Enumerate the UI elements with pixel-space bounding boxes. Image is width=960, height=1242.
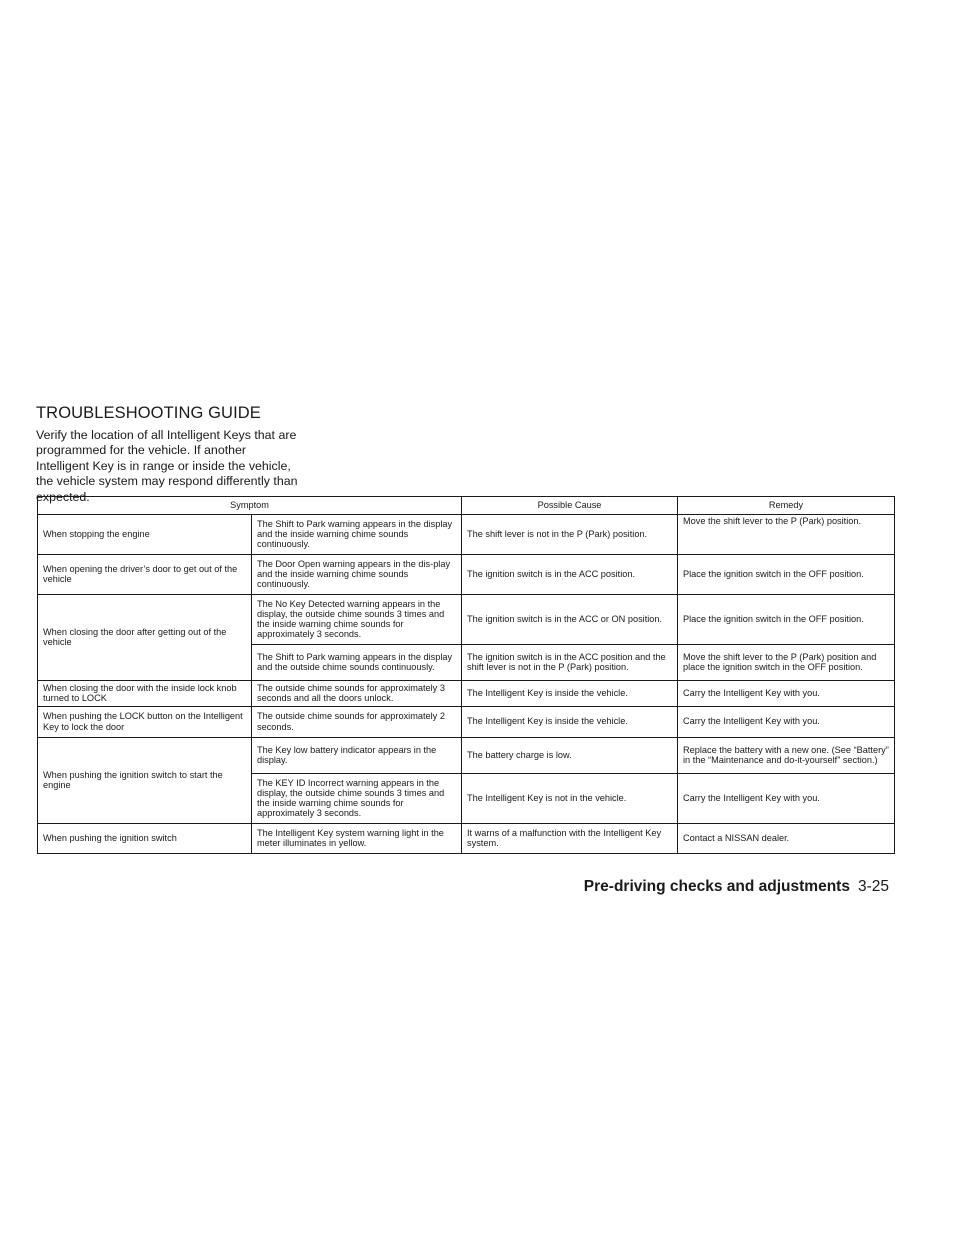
- cause-cell: It warns of a malfunction with the Intelligent Key system.: [462, 824, 678, 854]
- symptom-detail-cell: The Shift to Park warning appears in the display and the outside chime sounds continuously.: [252, 645, 462, 681]
- remedy-cell: Replace the battery with a new one. (See “Battery” in the “Maintenance and do-it-yourself” section.): [678, 738, 895, 774]
- symptom-detail-cell: The Door Open warning appears in the dis-play and the inside warning chime sounds continuously.: [252, 555, 462, 595]
- symptom-cell: When pushing the LOCK button on the Intelligent Key to lock the door: [38, 707, 252, 738]
- cause-cell: The Intelligent Key is inside the vehicle.: [462, 707, 678, 738]
- page-footer: [584, 878, 889, 896]
- table-row: [38, 738, 895, 774]
- section-title: TROUBLESHOOTING GUIDE: [36, 404, 261, 422]
- cause-cell: The Intelligent Key is inside the vehicle.: [462, 681, 678, 707]
- cause-cell: The ignition switch is in the ACC position and the shift lever is not in the P (Park) position.: [462, 645, 678, 681]
- symptom-cell: When pushing the ignition switch to start the engine: [38, 738, 252, 824]
- intro-paragraph: Verify the location of all Intelligent Keys that are programmed for the vehicle. If another Intelligent Key is in range or inside the vehicle, the vehicle system may respond differently than expected.: [36, 428, 298, 504]
- cause-cell: The shift lever is not in the P (Park) position.: [462, 515, 678, 555]
- cause-cell: The Intelligent Key is not in the vehicle.: [462, 774, 678, 824]
- page-number: 3-25: [857, 878, 889, 895]
- symptom-cell: When closing the door after getting out of the vehicle: [38, 595, 252, 681]
- cause-cell: The ignition switch is in the ACC position.: [462, 555, 678, 595]
- remedy-cell: Move the shift lever to the P (Park) position.: [678, 515, 895, 555]
- remedy-cell: Contact a NISSAN dealer.: [678, 824, 895, 854]
- symptom-detail-cell: The Key low battery indicator appears in the display.: [252, 738, 462, 774]
- table-row: [38, 707, 895, 738]
- header-possible-cause: Possible Cause: [462, 497, 678, 515]
- remedy-cell: Place the ignition switch in the OFF position.: [678, 595, 895, 645]
- table-row: [38, 515, 895, 555]
- symptom-cell: When opening the driver’s door to get out of the vehicle: [38, 555, 252, 595]
- remedy-cell: Carry the Intelligent Key with you.: [678, 774, 895, 824]
- table-header-row: [38, 497, 895, 515]
- symptom-detail-cell: The outside chime sounds for approximately 2 seconds.: [252, 707, 462, 738]
- table-row: [38, 595, 895, 645]
- troubleshooting-table: [37, 496, 895, 854]
- header-remedy: Remedy: [678, 497, 895, 515]
- remedy-cell: Place the ignition switch in the OFF position.: [678, 555, 895, 595]
- symptom-cell: When closing the door with the inside lock knob turned to LOCK: [38, 681, 252, 707]
- symptom-detail-cell: The KEY ID Incorrect warning appears in the display, the outside chime sounds 3 times and the inside warning chime sounds for approximately 3 seconds.: [252, 774, 462, 824]
- symptom-detail-cell: The No Key Detected warning appears in the display, the outside chime sounds 3 times and the inside warning chime sounds for approximately 3 seconds.: [252, 595, 462, 645]
- symptom-detail-cell: The outside chime sounds for approximately 3 seconds and all the doors unlock.: [252, 681, 462, 707]
- symptom-detail-cell: The Intelligent Key system warning light in the meter illuminates in yellow.: [252, 824, 462, 854]
- remedy-cell: Move the shift lever to the P (Park) position and place the ignition switch in the OFF position.: [678, 645, 895, 681]
- table-row: [38, 824, 895, 854]
- cause-cell: The battery charge is low.: [462, 738, 678, 774]
- table-row: [38, 681, 895, 707]
- table-row: [38, 555, 895, 595]
- cause-cell: The ignition switch is in the ACC or ON position.: [462, 595, 678, 645]
- header-symptom: Symptom: [38, 497, 462, 515]
- chapter-title: Pre-driving checks and adjustments: [583, 878, 850, 895]
- symptom-cell: When pushing the ignition switch: [38, 824, 252, 854]
- symptom-detail-cell: The Shift to Park warning appears in the display and the inside warning chime sounds continuously.: [252, 515, 462, 555]
- remedy-cell: Carry the Intelligent Key with you.: [678, 707, 895, 738]
- symptom-cell: When stopping the engine: [38, 515, 252, 555]
- remedy-cell: Carry the Intelligent Key with you.: [678, 681, 895, 707]
